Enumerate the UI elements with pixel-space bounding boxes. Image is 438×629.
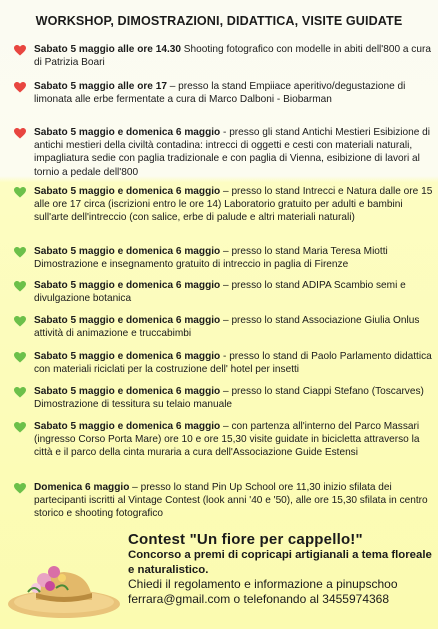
event-text — [34, 314, 434, 340]
event-date: Sabato 5 maggio e domenica 6 maggio — [34, 315, 221, 326]
event-text — [34, 80, 434, 106]
event-text — [34, 420, 434, 460]
contest-title: Contest "Un fiore per cappello!" — [128, 531, 363, 548]
event-text — [34, 385, 434, 411]
event-entry — [14, 126, 434, 179]
event-entry — [14, 185, 434, 225]
event-entry — [14, 43, 434, 69]
event-entry — [14, 350, 434, 376]
event-description: - presso lo stand di Paolo Parlamento didattica con materiali riciclati per la costruzione dell' hotel per insetti — [34, 351, 432, 376]
event-description: – presso lo stand ADIPA Scambio semi e divulgazione botanica — [34, 280, 406, 305]
heart-icon — [14, 82, 26, 93]
heart-icon — [14, 281, 26, 292]
event-entry — [14, 80, 434, 106]
event-description: Shooting fotografico con modelle in abiti dell'800 a cura di Patrizia Boari — [34, 44, 431, 69]
event-description: – presso lo stand Ciappi Stefano (Toscarves) Dimostrazione di tessitura su telaio manuale — [34, 386, 424, 411]
event-date: Domenica 6 maggio — [34, 482, 130, 493]
heart-icon — [14, 187, 26, 198]
event-text — [34, 481, 434, 521]
event-date: Sabato 5 maggio e domenica 6 maggio — [34, 246, 221, 257]
event-text — [34, 126, 434, 179]
event-text — [34, 185, 434, 225]
contest-info: Chiedi il regolamento e informazione a pinupschoo ferrara@gmail.com o telefonando al 3455974368 — [128, 577, 398, 606]
event-text — [34, 350, 434, 376]
event-entry — [14, 385, 434, 411]
event-description: – presso lo stand Associazione Giulia Onlus attività di animazione e truccabimbi — [34, 315, 420, 340]
event-entry — [14, 279, 434, 305]
flower-hat-illustration — [6, 548, 124, 626]
event-text — [34, 245, 434, 271]
contest-subtitle: Concorso a premi di copricapi artigianali a tema floreale e naturalistico. — [128, 549, 432, 576]
event-description: – con partenza all'interno del Parco Massari (ingresso Corso Porta Mare) ore 10 e ore 15,30 visite guidate in bicicletta attraverso la città e il parco della cinta muraria a cura dell'Associazione Guide Estensi — [34, 421, 420, 459]
heart-icon — [14, 422, 26, 433]
event-entry — [14, 245, 434, 271]
event-date: Sabato 5 maggio alle ore 17 — [34, 81, 167, 92]
event-entry — [14, 420, 434, 460]
heart-icon — [14, 316, 26, 327]
contest-block — [128, 531, 436, 607]
heart-icon — [14, 387, 26, 398]
event-date: Sabato 5 maggio e domenica 6 maggio — [34, 351, 221, 362]
page-title: WORKSHOP, DIMOSTRAZIONI, DIDATTICA, VISITE GUIDATE — [35, 14, 403, 28]
heart-icon — [14, 128, 26, 139]
heart-icon — [14, 45, 26, 56]
event-date: Sabato 5 maggio alle ore 14.30 — [34, 44, 181, 55]
event-description: – presso la stand Empiiace aperitivo/degustazione di limonata alle erbe fermentate a cura di Marco Dalboni - Biobarman — [34, 81, 406, 106]
event-entry — [14, 481, 434, 521]
heart-icon — [14, 247, 26, 258]
event-date: Sabato 5 maggio e domenica 6 maggio — [34, 127, 221, 138]
event-description: – presso lo stand Intrecci e Natura dalle ore 15 alle ore 17 circa (iscrizioni entro le ore 14) Laboratorio gratuito per adulti e bambini sull'arte dell'intreccio (con salice, erbe di palude e altri materiali naturali) — [34, 186, 433, 224]
event-description: - presso gli stand Antichi Mestieri Esibizione di antichi mestieri della civiltà contadina: intrecci di oggetti e cesti con materiali naturali, impagliatura sedie con paglia tradizionale e con paglia di Vienna, esibizione di lavori al tornio a pedale dell'800 — [34, 127, 431, 178]
event-description: – presso lo stand Maria Teresa Miotti Dimostrazione e insegnamento gratuito di intreccio in paglia di Firenze — [34, 246, 388, 271]
event-text — [34, 43, 434, 69]
heart-icon — [14, 483, 26, 494]
event-date: Sabato 5 maggio e domenica 6 maggio — [34, 386, 221, 397]
event-description: – presso lo stand Pin Up School ore 11,30 inizio sfilata dei partecipanti iscritti al Vintage Contest (look anni '40 e '50), alle ore 15,30 sfilata in centro storico e shooting fotografico — [34, 482, 428, 520]
event-date: Sabato 5 maggio e domenica 6 maggio — [34, 186, 221, 197]
event-text — [34, 279, 434, 305]
event-date: Sabato 5 maggio e domenica 6 maggio — [34, 280, 221, 291]
heart-icon — [14, 352, 26, 363]
event-date: Sabato 5 maggio e domenica 6 maggio — [34, 421, 221, 432]
event-entry — [14, 314, 434, 340]
